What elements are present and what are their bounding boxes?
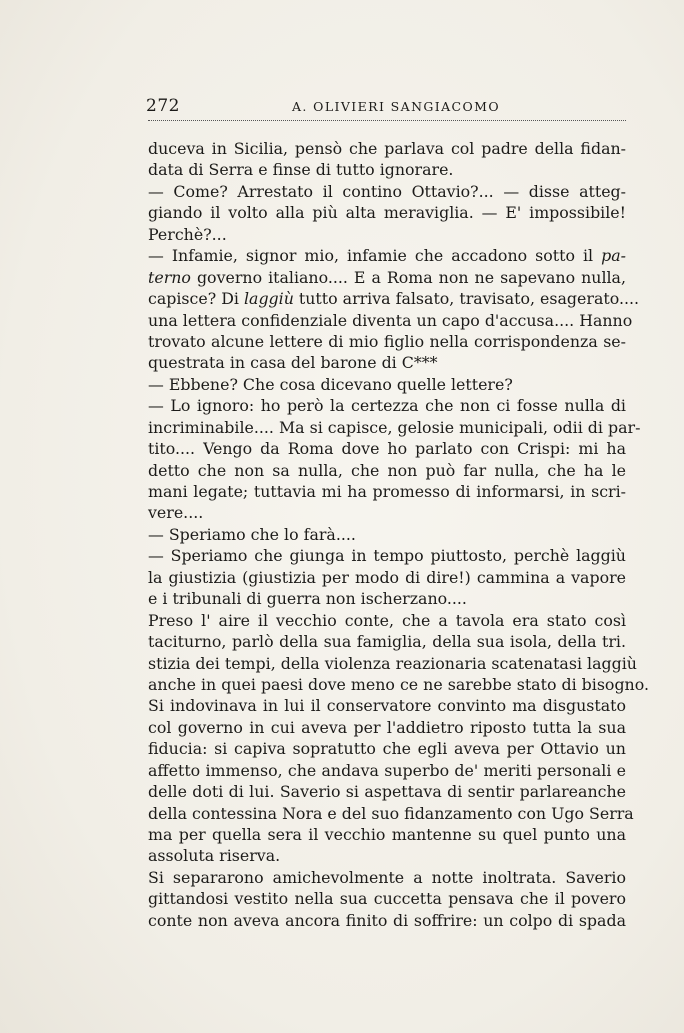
text-line bbox=[148, 674, 649, 695]
text-line bbox=[148, 824, 626, 845]
text-segment: questrata in casa del barone di C*** bbox=[148, 353, 438, 373]
text-segment: — Infamie, signor mio, infamie che accadono sotto il bbox=[148, 246, 602, 266]
text-segment: detto che non sa nulla, che non può far nulla, che ha le bbox=[148, 460, 626, 480]
page-header bbox=[146, 96, 626, 118]
text-segment: incriminabile.... Ma si capisce, gelosie municipali, odii di par- bbox=[148, 417, 641, 437]
text-segment: — Lo ignoro: ho però la certezza che non ci fosse nulla di bbox=[148, 396, 626, 416]
text-segment: — Speriamo che lo farà.... bbox=[148, 524, 356, 544]
text-line bbox=[148, 760, 626, 781]
text-line bbox=[148, 159, 626, 180]
page-number: 272 bbox=[146, 96, 180, 116]
text-segment: una lettera confidenziale diventa un capo d'accusa.... Hanno bbox=[148, 310, 633, 330]
text-line bbox=[148, 631, 626, 652]
text-line bbox=[148, 910, 626, 931]
text-line bbox=[148, 481, 626, 502]
text-line bbox=[148, 460, 626, 481]
text-line bbox=[148, 417, 641, 438]
text-segment: duceva in Sicilia, pensò che parlava col padre della fidan- bbox=[148, 139, 626, 158]
text-line bbox=[148, 288, 640, 309]
running-head: A. OLIVIERI SANGIACOMO bbox=[292, 99, 501, 114]
text-segment: — Come? Arrestato il contino Ottavio?... — disse atteg- bbox=[148, 181, 626, 201]
text-segment: tito.... Vengo da Roma dove ho parlato con Crispi: mi ha bbox=[148, 439, 626, 459]
text-line bbox=[148, 331, 626, 352]
text-segment: fiducia: si capiva sopratutto che egli aveva per Ottavio un bbox=[148, 739, 626, 759]
text-line bbox=[148, 567, 626, 588]
text-segment: Perchè?... bbox=[148, 224, 227, 244]
text-segment: tutto arriva falsato, travisato, esagerato.... bbox=[293, 289, 640, 309]
text-segment: mani legate; tuttavia mi ha promesso di informarsi, in scri- bbox=[148, 482, 626, 501]
text-line bbox=[148, 310, 633, 331]
text-segment: data di Serra e finse di tutto ignorare. bbox=[148, 160, 454, 180]
text-segment: capisce? Di bbox=[148, 289, 244, 309]
text-line bbox=[148, 524, 626, 545]
text-segment: affetto immenso, che andava superbo de' meriti personali e bbox=[148, 760, 626, 780]
text-line bbox=[148, 245, 626, 266]
text-line bbox=[148, 138, 626, 159]
italic-text: laggiù bbox=[243, 289, 294, 309]
text-line bbox=[148, 845, 626, 866]
text-segment: anche in quei paesi dove meno ce ne sarebbe stato di bisogno. bbox=[148, 674, 649, 694]
text-line bbox=[148, 224, 626, 245]
text-line bbox=[148, 395, 626, 416]
text-line bbox=[148, 803, 634, 824]
text-line bbox=[148, 717, 626, 738]
text-segment: trovato alcune lettere di mio figlio nella corrispondenza se- bbox=[148, 331, 626, 351]
text-segment: ma per quella sera il vecchio mantenne su quel punto una bbox=[148, 825, 626, 844]
text-segment: vere.... bbox=[148, 503, 204, 523]
text-line bbox=[148, 352, 626, 373]
text-segment: delle doti di lui. Saverio si aspettava di sentir parlareanche bbox=[148, 782, 626, 802]
text-segment: Si indovinava in lui il conservatore convinto ma disgustato bbox=[148, 696, 626, 716]
text-line bbox=[148, 502, 626, 523]
text-line bbox=[148, 888, 626, 909]
text-line bbox=[148, 438, 626, 459]
text-segment: — Speriamo che giunga in tempo piuttosto, perchè laggiù bbox=[148, 546, 626, 566]
text-line bbox=[148, 738, 626, 759]
text-line bbox=[148, 588, 626, 609]
text-segment: e i tribunali di guerra non ischerzano.... bbox=[148, 589, 467, 609]
text-line bbox=[148, 695, 626, 716]
italic-text: pa- bbox=[601, 246, 626, 266]
text-line bbox=[148, 610, 626, 631]
text-line bbox=[148, 653, 637, 674]
text-segment: gittandosi vestito nella sua cuccetta pensava che il povero bbox=[148, 889, 626, 909]
text-segment: Preso l' aire il vecchio conte, che a tavola era stato così bbox=[148, 610, 626, 630]
text-line bbox=[148, 374, 626, 395]
text-segment: stizia dei tempi, della violenza reazionaria scatenatasi laggiù bbox=[148, 653, 637, 673]
text-segment: col governo in cui aveva per l'addietro riposto tutta la sua bbox=[148, 717, 626, 737]
text-line bbox=[148, 267, 626, 288]
header-rule bbox=[148, 120, 626, 121]
text-line bbox=[148, 867, 626, 888]
text-line bbox=[148, 202, 626, 223]
body-text bbox=[148, 138, 649, 931]
text-segment: la giustizia (giustizia per modo di dire!) cammina a vapore bbox=[148, 567, 626, 587]
text-line bbox=[148, 781, 626, 802]
text-line bbox=[148, 181, 626, 202]
text-segment: della contessina Nora e del suo fidanzamento con Ugo Serra bbox=[148, 803, 634, 823]
text-segment: governo italiano.... E a Roma non ne sapevano nulla, bbox=[190, 267, 626, 287]
text-line bbox=[148, 545, 626, 566]
text-segment: — Ebbene? Che cosa dicevano quelle lettere? bbox=[148, 374, 513, 394]
text-segment: Si separarono amichevolmente a notte inoltrata. Saverio bbox=[148, 867, 626, 887]
text-segment: giando il volto alla più alta meraviglia. — E' impossibile! bbox=[148, 203, 626, 223]
text-segment: conte non aveva ancora finito di soffrire: un colpo di spada bbox=[148, 910, 626, 930]
text-segment: assoluta riserva. bbox=[148, 846, 281, 866]
text-segment: taciturno, parlò della sua famiglia, della sua isola, della tri. bbox=[148, 632, 626, 652]
italic-text: terno bbox=[148, 267, 191, 287]
